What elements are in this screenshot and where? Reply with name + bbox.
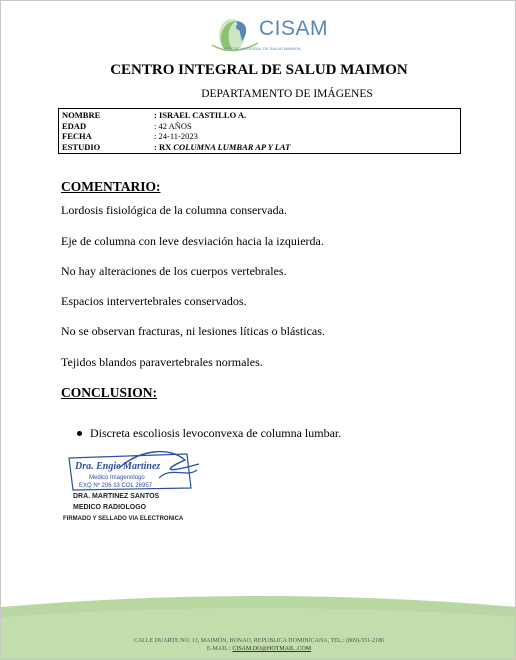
patient-info-box (58, 108, 461, 154)
patient-name: : ISRAEL CASTILLO A. (154, 110, 247, 120)
patient-age: : 42 AÑOS (154, 120, 192, 131)
study-prefix: : RX (154, 141, 174, 152)
conclusion-heading: CONCLUSION: (61, 385, 158, 400)
doctor-name: DRA. MARTINEZ SANTOS (73, 493, 160, 500)
stamp-role: Medico Imagenologo (89, 475, 145, 481)
info-row-date (62, 131, 457, 142)
bullet-icon (77, 431, 82, 436)
conclusion-text: Discreta escoliosis levoconvexa de columna lumbar. (90, 426, 342, 440)
conclusion-item (77, 426, 341, 441)
logo-text: CISAM (259, 17, 329, 40)
info-label: FECHA (62, 131, 92, 141)
footer-email-label: E-MAIL : (206, 646, 233, 652)
study-type (154, 142, 457, 153)
study-name: COLUMNA LUMBAR AP Y LAT (173, 141, 291, 152)
comment-line: No se observan fracturas, ni lesiones líticas o blásticas. (61, 324, 325, 338)
comment-line: No hay alteraciones de los cuerpos vertebrales. (61, 264, 287, 278)
info-label: ESTUDIO (62, 141, 101, 152)
footer-address: CALLE DUARTE NO. 13, MAIMÓN, BONAO, REPUBLICA DOMINICANA, TEL.: (809)-551-2186 (133, 638, 385, 644)
info-label: NOMBRE (62, 110, 101, 120)
stamp-name: Dra. Engie Martinez (75, 461, 161, 472)
footer-email-line (1, 646, 516, 652)
clinic-title: CENTRO INTEGRAL DE SALUD MAIMON (110, 62, 408, 78)
doctor-title: MEDICO RADIOLOGO (73, 504, 147, 511)
clinic-logo (206, 15, 336, 59)
comment-line: Tejidos blandos paravertebrales normales. (61, 355, 263, 369)
logo-subtext: CENTRO INTEGRAL DE SALUD MAIMON (224, 46, 301, 51)
comment-line: Espacios intervertebrales conservados. (61, 294, 247, 308)
signature-stamp-icon (59, 448, 209, 494)
logo-emblem-icon (206, 15, 266, 59)
signature-note: FIRMADO Y SELLADO VIA ELECTRONICA (63, 516, 184, 522)
info-row-age (62, 121, 457, 132)
study-date: : 24-11-2023 (154, 131, 198, 141)
comment-line: Lordosis fisiológica de la columna conservada. (61, 203, 287, 217)
comment-heading: COMENTARIO: (61, 179, 161, 194)
info-label: EDAD (62, 120, 87, 131)
info-row-study (62, 142, 457, 153)
doctor-stamp (59, 448, 209, 494)
info-row-name (62, 110, 457, 121)
comment-line: Eje de columna con leve desviación hacia la izquierda. (61, 234, 324, 248)
stamp-exeq: EXQ Nº 206 13 COL 26957 (79, 483, 153, 489)
footer-email-link[interactable]: CISAM.DO@HOTMAIL .COM (232, 646, 312, 652)
department-title: DEPARTAMENTO DE IMÁGENES (201, 88, 373, 100)
